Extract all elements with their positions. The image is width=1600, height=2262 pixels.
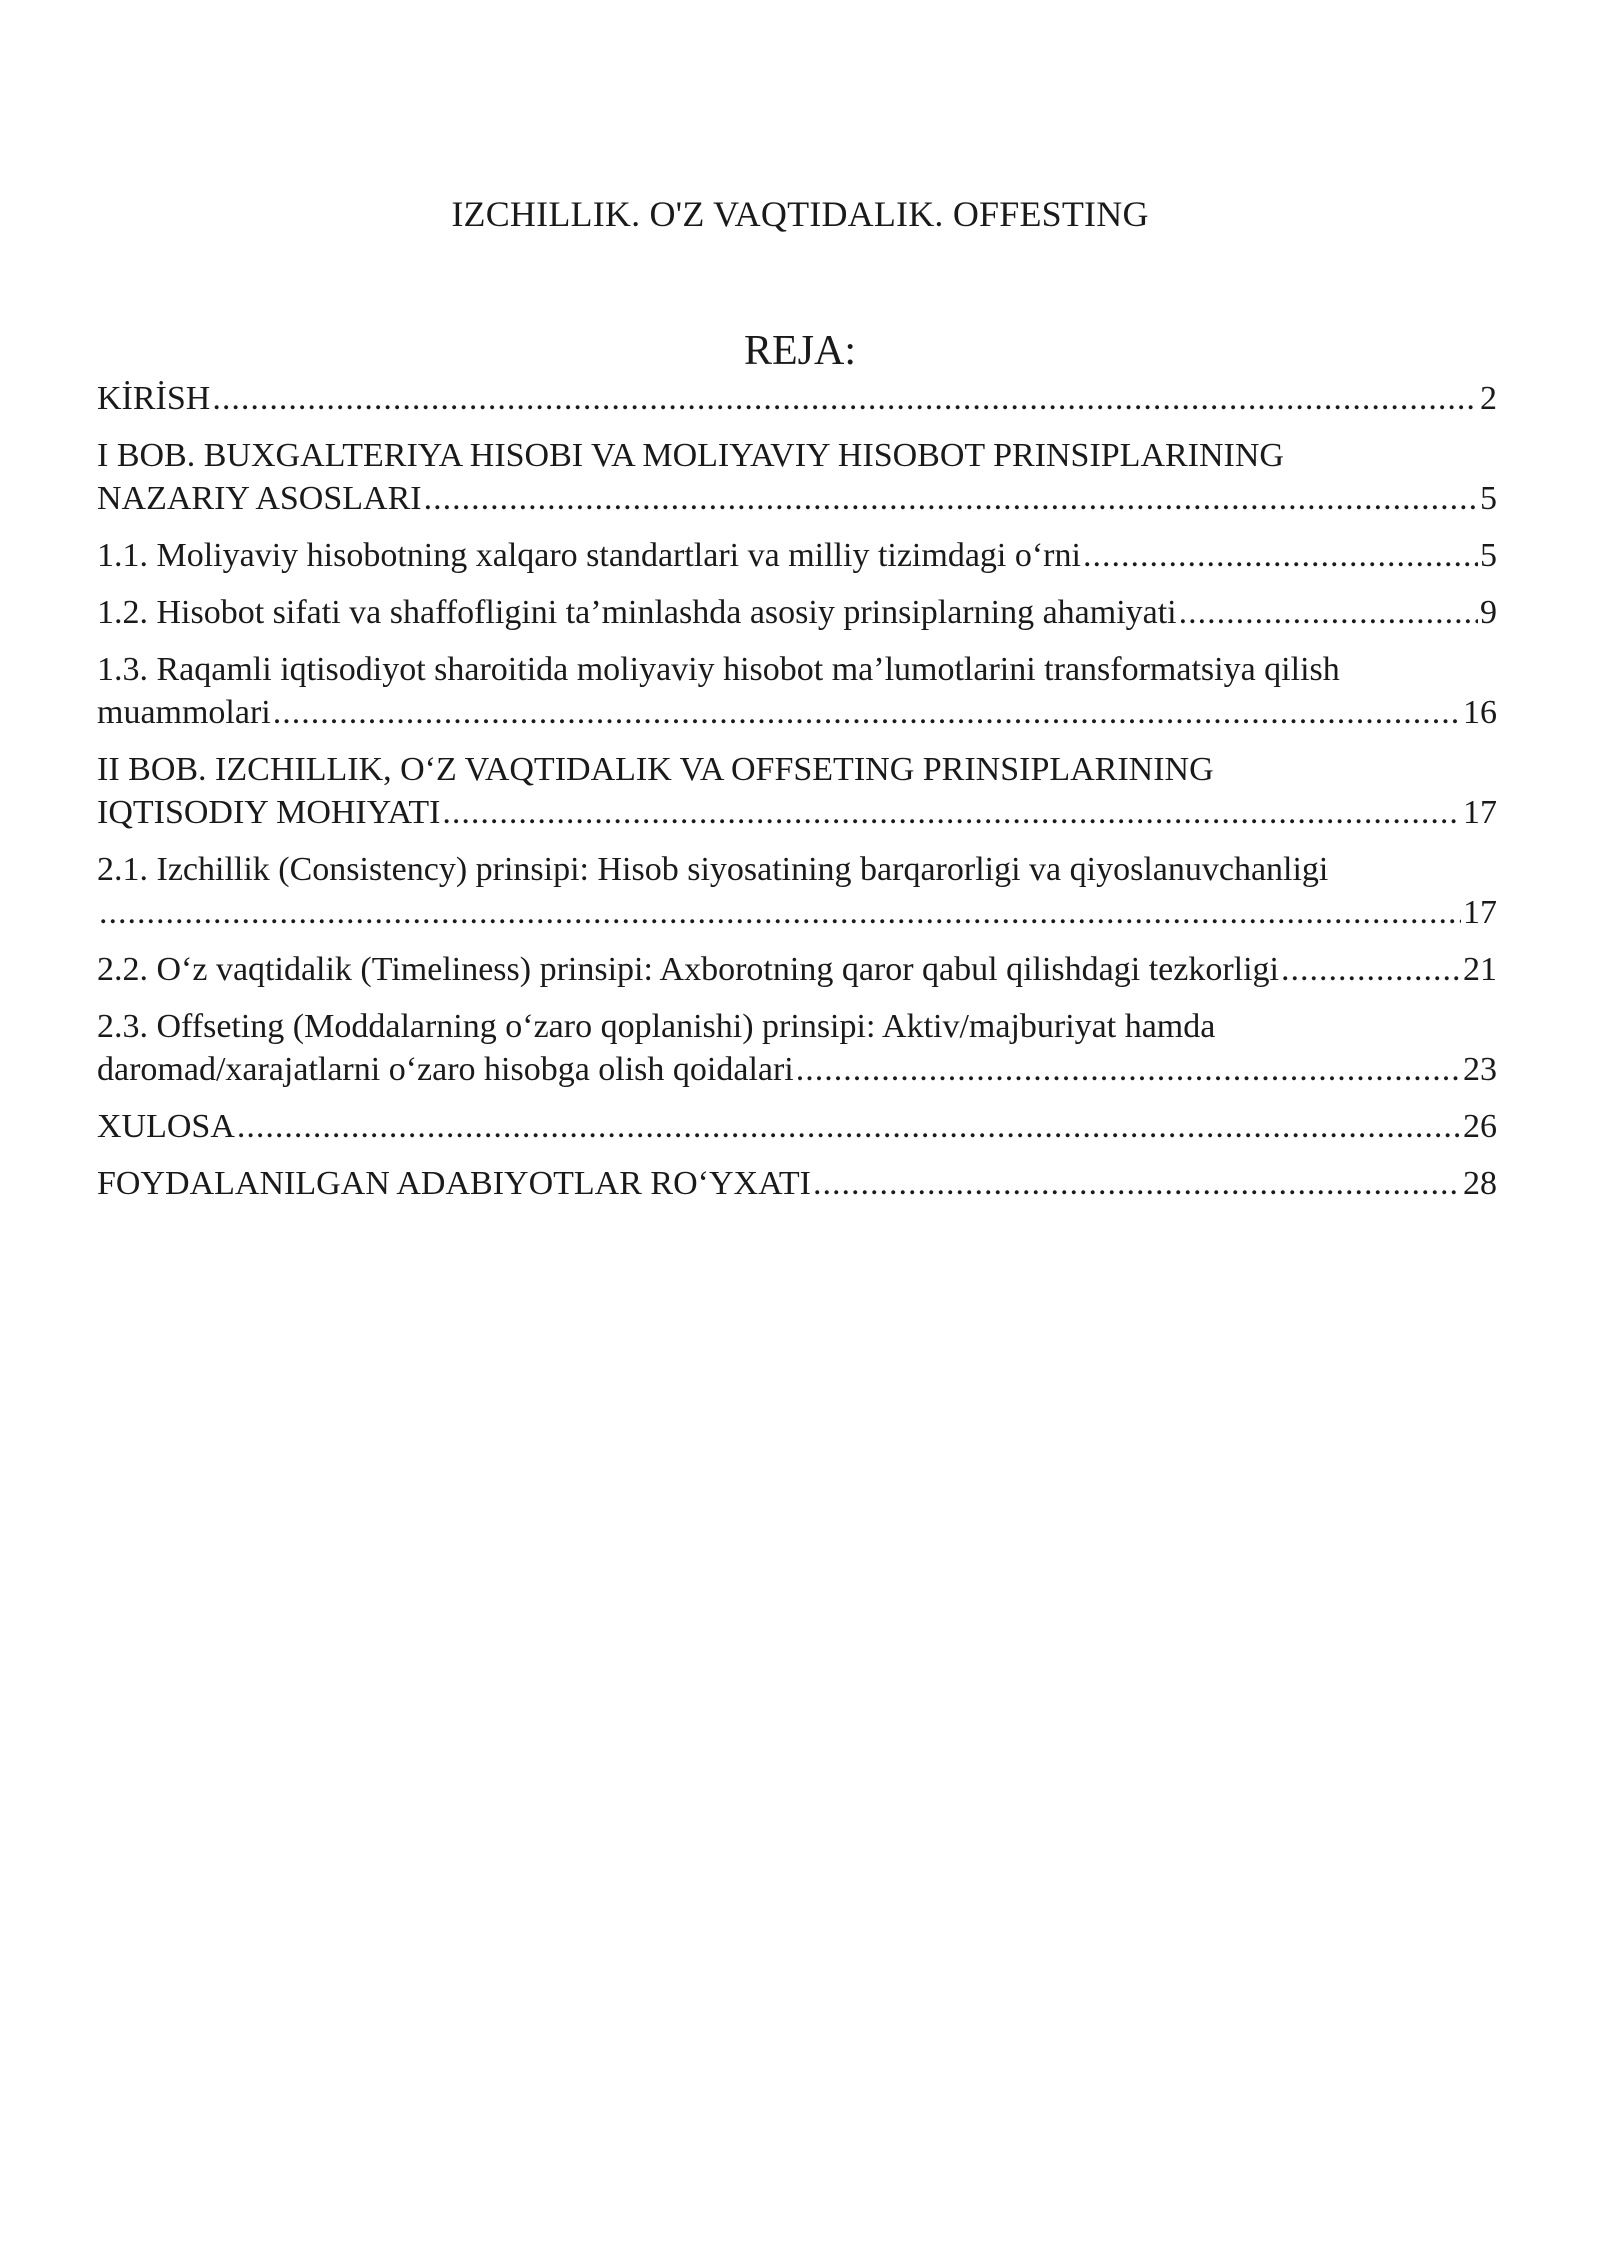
toc-entry-text: II BOB. IZCHILLIK, O‘Z VAQTIDALIK VA OFFSETING PRINSIPLARINING xyxy=(97,751,1214,788)
toc-entry-section-1-3 xyxy=(97,648,1497,734)
toc-entry-section-1-2 xyxy=(97,591,1497,634)
toc-page-number: 17 xyxy=(1463,794,1497,831)
toc-entry-section-2-1 xyxy=(97,848,1497,934)
toc-page-number: 5 xyxy=(1480,480,1497,517)
toc-entry-text: FOYDALANILGAN ADABIYOTLAR RO‘YXATI xyxy=(97,1165,811,1202)
dot-leader xyxy=(442,791,1461,834)
toc-page-number: 21 xyxy=(1463,951,1497,988)
dot-leader xyxy=(1179,591,1478,634)
toc-entry-references xyxy=(97,1162,1497,1205)
table-of-contents xyxy=(97,377,1497,1219)
dot-leader xyxy=(273,691,1461,734)
toc-page-number: 9 xyxy=(1480,594,1497,631)
toc-entry-text: KİRİSH xyxy=(97,380,211,417)
toc-entry-text-continued: daromad/xarajatlarni o‘zaro hisobga olish qoidalari xyxy=(97,1051,794,1088)
toc-entry-text: I BOB. BUXGALTERIYA HISOBI VA MOLIYAVIY HISOBOT PRINSIPLARINING xyxy=(97,437,1284,474)
toc-entry-text: XULOSA xyxy=(97,1108,235,1145)
toc-entry-text: 2.3. Offseting (Moddalarning o‘zaro qoplanishi) prinsipi: Aktiv/majburiyat hamda xyxy=(97,1008,1216,1045)
document-title: IZCHILLIK. O'Z VAQTIDALIK. OFFESTING xyxy=(451,194,1149,234)
toc-entry-text: 1.3. Raqamli iqtisodiyot sharoitida moliyaviy hisobot ma’lumotlarini transformatsiya qilish xyxy=(97,651,1340,688)
toc-entry-section-2-3 xyxy=(97,1005,1497,1091)
dot-leader xyxy=(424,477,1478,520)
toc-page-number: 16 xyxy=(1463,694,1497,731)
toc-page-number: 17 xyxy=(1463,894,1497,931)
toc-page-number: 28 xyxy=(1463,1165,1497,1202)
toc-entry-text-continued: NAZARIY ASOSLARI xyxy=(97,480,422,517)
toc-entry-text-continued: muammolari xyxy=(97,694,271,731)
dot-leader xyxy=(237,1105,1461,1148)
toc-entry-chapter-2 xyxy=(97,748,1497,834)
toc-entry-kirish xyxy=(97,377,1497,420)
toc-entry-section-2-2 xyxy=(97,948,1497,991)
toc-entry-text: 2.1. Izchillik (Consistency) prinsipi: Hisob siyosatining barqarorligi va qiyoslanuvchanligi xyxy=(97,851,1329,888)
toc-entry-text: 2.2. O‘z vaqtidalik (Timeliness) prinsipi: Axborotning qaror qabul qilishdagi tezkorligi xyxy=(97,951,1279,988)
dot-leader xyxy=(1083,534,1478,577)
toc-entry-section-1-1 xyxy=(97,534,1497,577)
dot-leader xyxy=(796,1048,1461,1091)
dot-leader xyxy=(99,891,1461,934)
dot-leader xyxy=(813,1162,1461,1205)
dot-leader xyxy=(1281,948,1461,991)
toc-entry-text: 1.2. Hisobot sifati va shaffofligini ta’minlashda asosiy prinsiplarning ahamiyati xyxy=(97,594,1177,631)
toc-entry-text: 1.1. Moliyaviy hisobotning xalqaro standartlari va milliy tizimdagi o‘rni xyxy=(97,537,1081,574)
toc-page-number: 5 xyxy=(1480,537,1497,574)
toc-page-number: 26 xyxy=(1463,1108,1497,1145)
toc-page-number: 23 xyxy=(1463,1051,1497,1088)
toc-page-number: 2 xyxy=(1480,380,1497,417)
toc-entry-xulosa xyxy=(97,1105,1497,1148)
toc-entry-chapter-1 xyxy=(97,434,1497,520)
plan-heading: REJA: xyxy=(743,328,856,374)
dot-leader xyxy=(212,377,1478,420)
toc-entry-text-continued: IQTISODIY MOHIYATI xyxy=(97,794,441,831)
